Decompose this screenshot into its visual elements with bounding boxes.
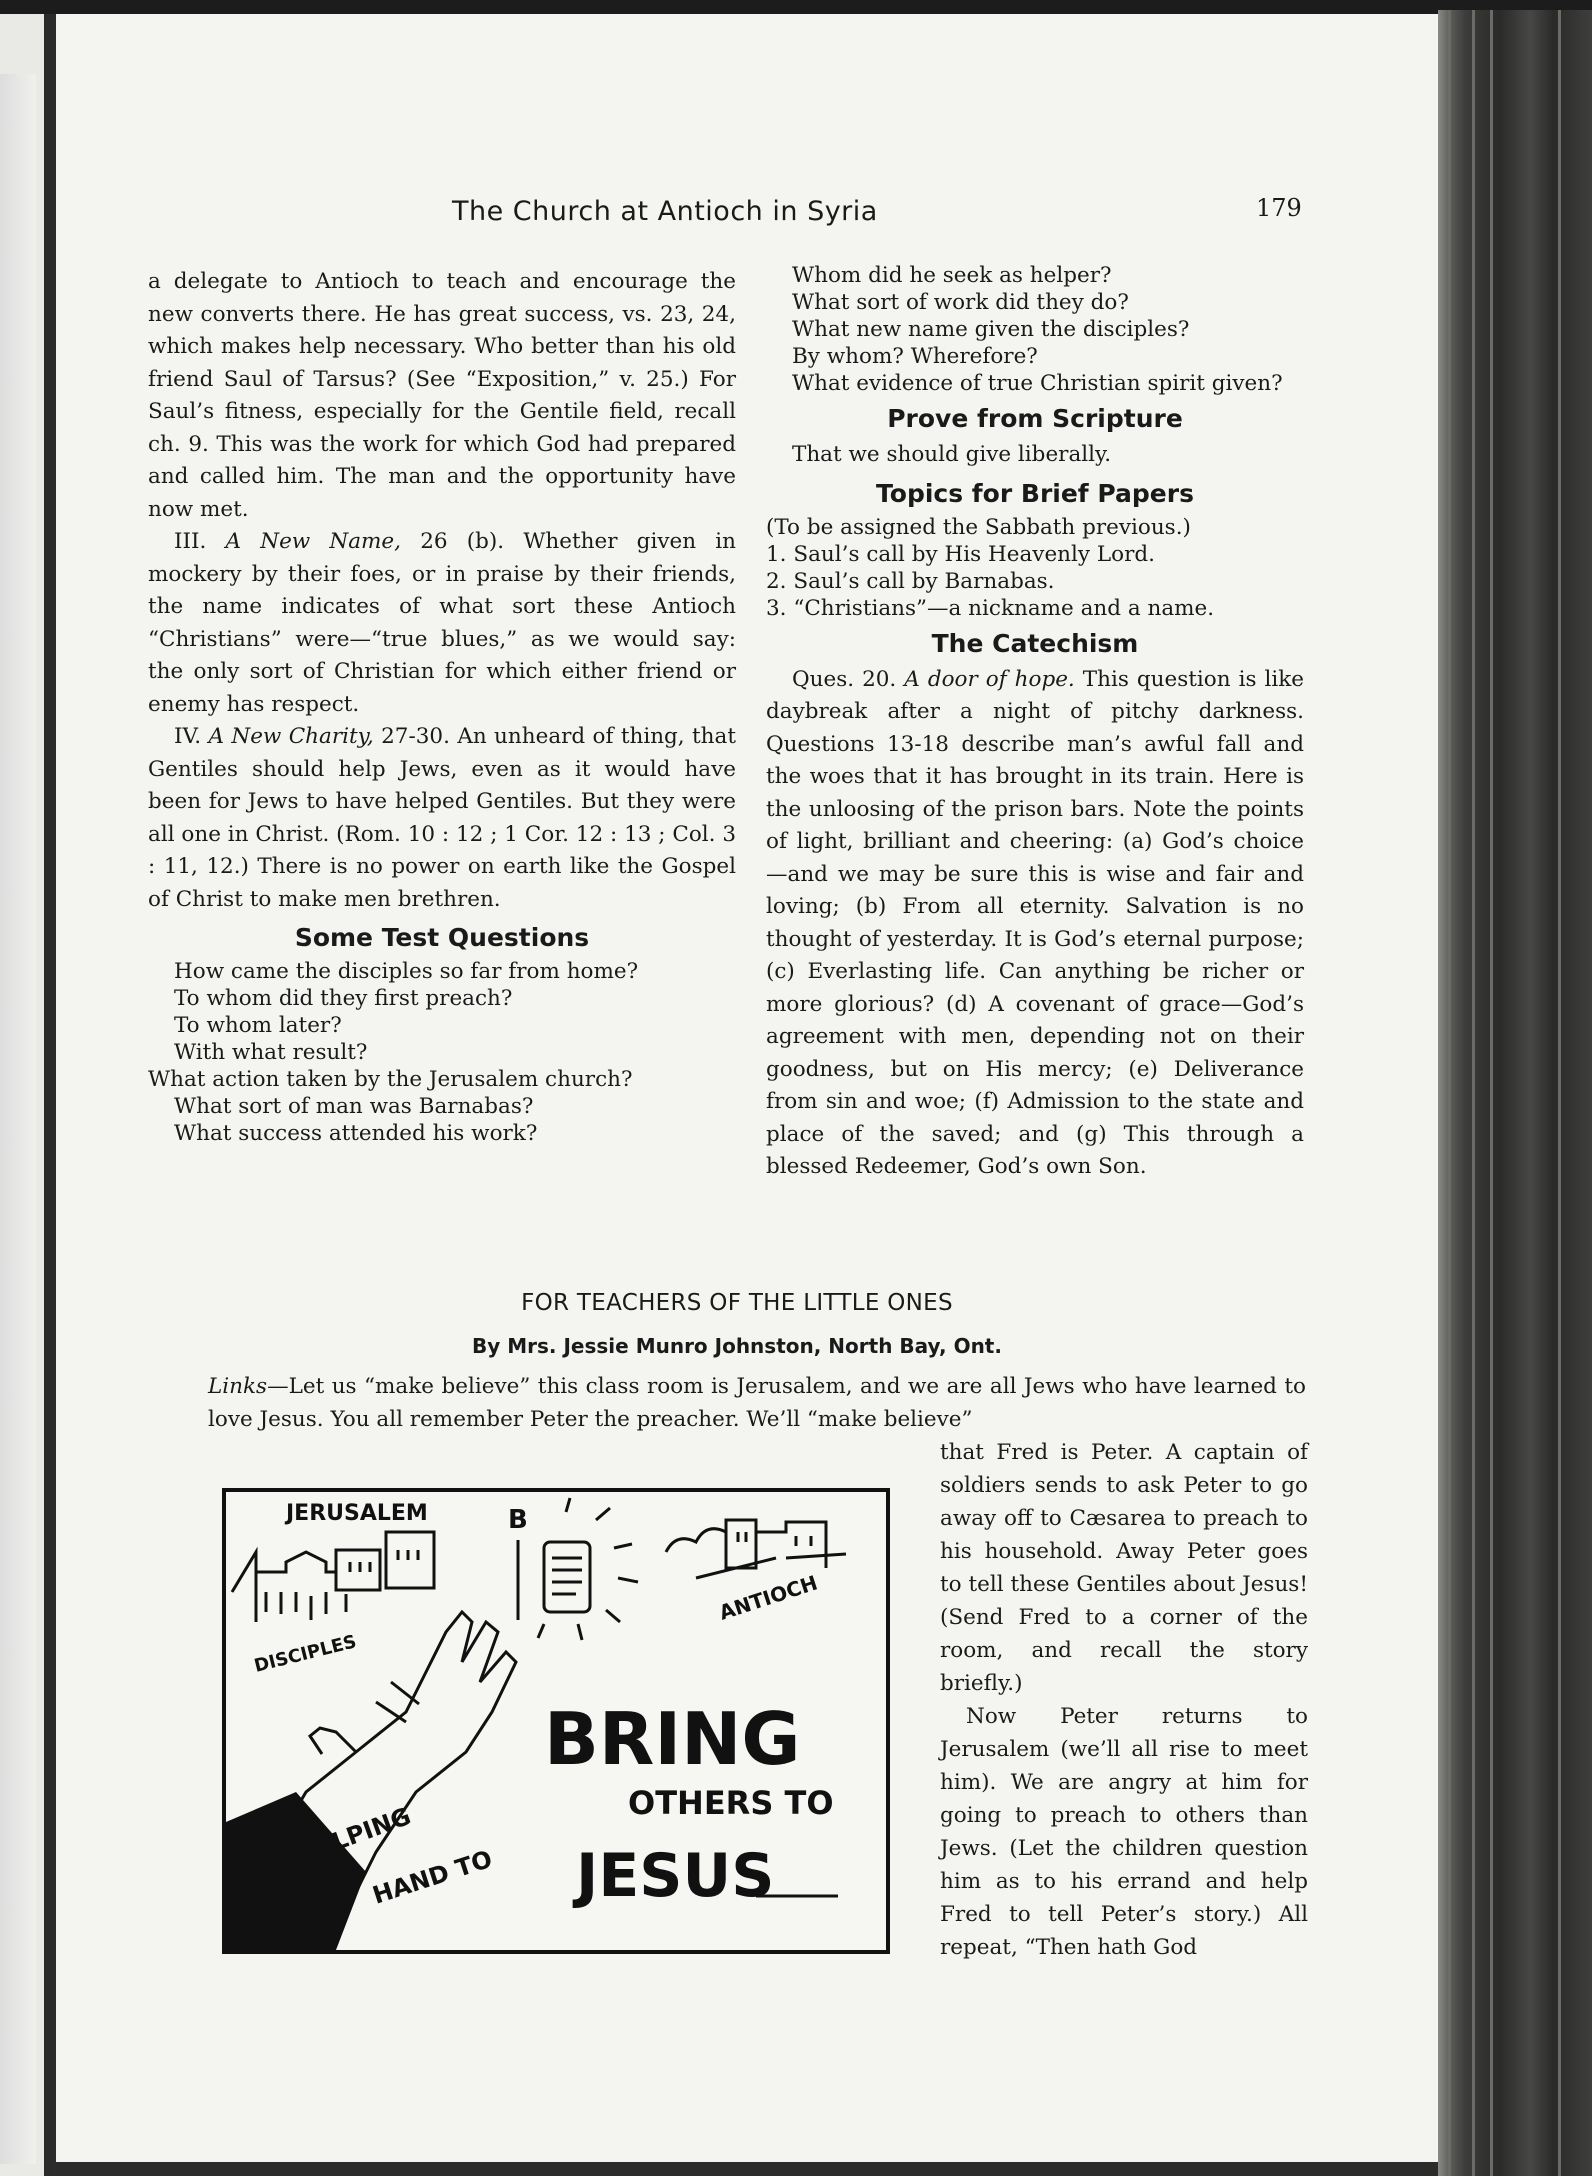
list-item: By whom? Wherefore? (792, 344, 1038, 369)
list-item: How came the disciples so far from home? (174, 959, 639, 984)
scan-top-edge (0, 0, 1592, 14)
book-spine (1438, 10, 1592, 2176)
list-item: With what result? (174, 1040, 368, 1065)
b-letter: B (508, 1505, 528, 1535)
paragraph-fred-is-peter: that Fred is Peter. A captain of soldiers sends to ask Peter to go away off to Cæsarea to preach to his household. Away Peter goes to tell these Gentiles about Jesus! (Send Fred to a corner of the room, and recall the story briefly.) (940, 1440, 1308, 1696)
running-title: The Church at Antioch in Syria (452, 196, 878, 227)
test-questions-list (148, 958, 736, 1147)
list-item: What new name given the disciples? (792, 317, 1190, 342)
list-item: 2. Saul’s call by Barnabas. (766, 568, 1055, 594)
links-paragraph: Links—Let us “make believe” this class room is Jerusalem, and we are all Jews who have learned to love Jesus. You all remember Peter the preacher. We’ll “make believe” (208, 1374, 1306, 1432)
list-item: What evidence of true Christian spirit given? (792, 371, 1283, 396)
heading-test-questions: Some Test Questions (294, 923, 590, 952)
paragraph-new-name: III. A New Name, 26 (b). Whether given in mockery by their foes, or in praise by their friends, the name indicates of what sort these Antioch “Christians” were—“true blues,” as we would say: the only sort of Christian for which either friend or enemy has respect. (148, 529, 736, 717)
list-item: What sort of man was Barnabas? (174, 1094, 534, 1119)
section-byline: By Mrs. Jessie Munro Johnston, North Bay, Ont. (472, 1334, 1002, 1358)
heading-catechism: The Catechism (931, 628, 1139, 658)
lesson-side-text (940, 1436, 1308, 1964)
list-item: 3. “Christians”—a nickname and a name. (766, 595, 1215, 621)
antioch-label: ANTIOCH (716, 1570, 821, 1625)
list-item: What success attended his work? (174, 1121, 538, 1146)
bible-scroll-drawing (518, 1498, 638, 1640)
helping-hand-label: THE HELPING (236, 1802, 415, 1890)
section-title: FOR TEACHERS OF THE LITTLE ONES (521, 1290, 953, 1316)
heading-prove-from-scripture: Prove from Scripture (887, 404, 1183, 433)
jerusalem-label: JERUSALEM (286, 1501, 428, 1526)
facing-page-edge (0, 14, 50, 2176)
hand-to-label: HAND TO (369, 1844, 496, 1910)
helping-hand-illustration (222, 1488, 890, 1954)
paragraph-delegate: a delegate to Antioch to teach and encourage the new converts there. He has great success, vs. 23, 24, which makes help necessary. Who better than his old friend Saul of Tarsus? (See “Exposition,” v. 25.) For Saul’s fitness, especially for the Gentile field, recall ch. 9. This was the work for which God had prepared and called him. The man and the opportunity have now met. (148, 269, 736, 522)
paragraph-new-charity: IV. A New Charity, 27-30. An unheard of thing, that Gentiles should help Jews, even as it would have been for Jews to have helped Gentiles. But they were all one in Christ. (Rom. 10 : 12 ; 1 Cor. 12 : 13 ; Col. 3 : 11, 12.) There is no power on earth like the Gospel of Christ to make men brethren. (148, 724, 736, 912)
antioch-skyline-drawing (666, 1520, 846, 1578)
bring-heading: BRING (544, 1697, 801, 1781)
list-item: What sort of work did they do? (792, 290, 1129, 315)
jerusalem-skyline-drawing (232, 1532, 434, 1622)
disciples-label: DISCIPLES (252, 1631, 359, 1677)
list-item: To whom did they first preach? (174, 986, 513, 1011)
list-item: To whom later? (174, 1013, 342, 1038)
jesus-heading: JESUS (576, 1841, 775, 1911)
catechism-paragraph: Ques. 20. A door of hope. This question is like daybreak after a night of pitchy darkness. Questions 13-18 describe man’s awful fall and the woes that it has brought in its train. Here is the unloosing of the prison bars. Note the points of light, brilliant and cheering: (a) God’s choice—and we may be sure this is wise and fair and loving; (b) From all eternity. Salvation is no thought of yesterday. It is God’s eternal purpose; (c) Everlasting life. Can anything be richer or more glorious? (d) A covenant of grace—God’s agreement with men, depending not on their goodness, but on His mercy; (e) Deliverance from sin and woe; (f) Admission to the state and place of the saved; and (g) This through a blessed Redeemer, God’s own Son. (766, 666, 1304, 1179)
prove-text: That we should give liberally. (792, 442, 1112, 467)
left-column (148, 266, 736, 1147)
continued-questions (766, 262, 1304, 397)
others-to-text: OTHERS TO (628, 1784, 834, 1822)
list-item: 1. Saul’s call by His Heavenly Lord. (766, 541, 1155, 567)
paragraph-peter-returns: Now Peter returns to Jerusalem (we’ll all rise to meet him). We are angry at him for going to preach to others than Jews. (Let the children question him as to his errand and help Fred to tell Peter’s story.) All repeat, “Then hath God (940, 1704, 1308, 1960)
page-number: 179 (1256, 194, 1302, 222)
list-item: What action taken by the Jerusalem church? (148, 1067, 633, 1092)
list-item: Whom did he seek as helper? (792, 263, 1112, 288)
topics-note: (To be assigned the Sabbath previous.) (766, 514, 1191, 540)
topics-list (766, 514, 1304, 622)
right-column (766, 262, 1304, 1184)
heading-topics: Topics for Brief Papers (876, 478, 1194, 508)
